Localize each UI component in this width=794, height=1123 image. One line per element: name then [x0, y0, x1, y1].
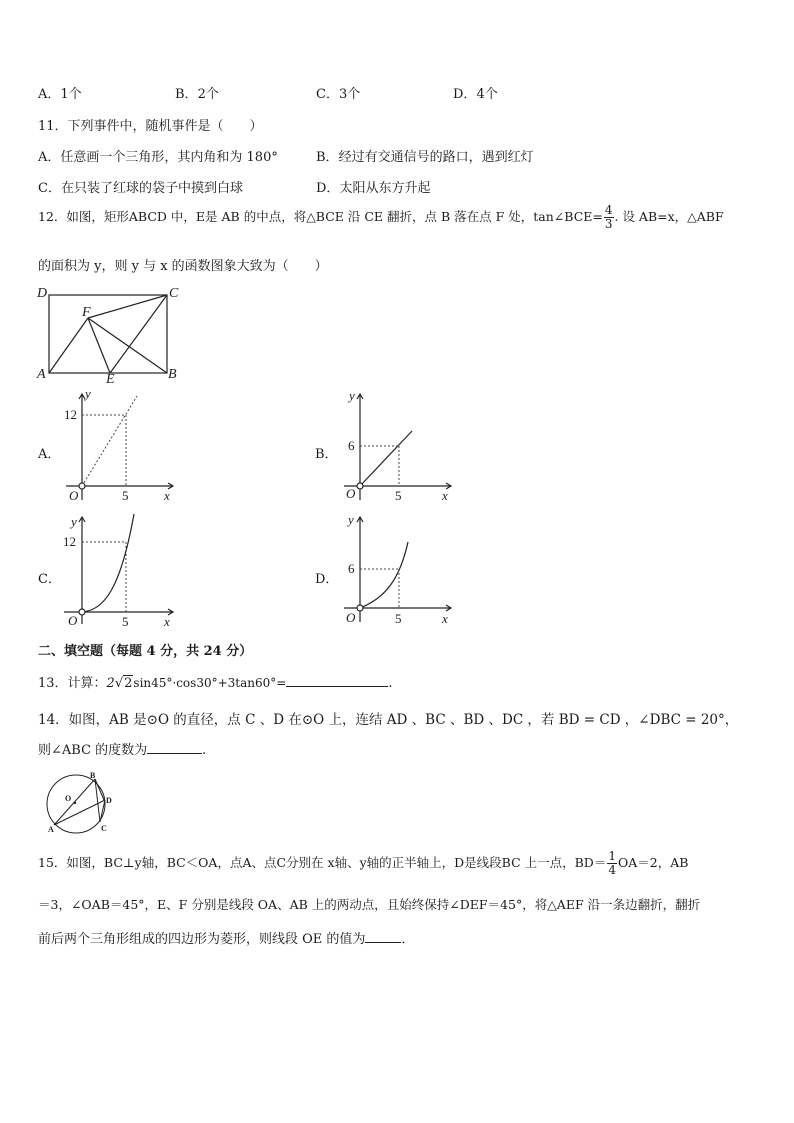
q10-option-a: A．1个 — [38, 87, 82, 102]
x-axis-label: x — [442, 488, 448, 503]
x-tick-label: 5 — [395, 488, 402, 503]
q12-label-f: F — [82, 305, 91, 320]
q14-stem-line1: 14．如图，AB 是⊙O 的直径，点 C 、D 在⊙O 上，连结 AD 、BC 、BD 、DC ，若 BD = CD ，∠DBC = 20°， — [38, 712, 739, 728]
q11-option-a: A．任意画一个三角形，其内角和为 180° — [38, 150, 278, 165]
q14-stem-line2: 则∠ABC 的度数为 . — [38, 743, 207, 758]
q12-graph-a-label: A． — [38, 447, 61, 462]
q14-answer-blank[interactable] — [147, 753, 202, 754]
q12-graph-d-label: D． — [315, 572, 339, 587]
q15-answer-blank[interactable] — [365, 942, 401, 943]
q12-fraction: $\frac{4}{3}$ — [604, 203, 613, 231]
q11-stem: 11．下列事件中，随机事件是（ ） — [38, 119, 263, 134]
q13-stem: 13．计算：2√2sin45°·cos30°+3tan60°= . — [38, 676, 393, 691]
q12-graph-b — [336, 388, 456, 503]
sqrt-sign-icon: √ — [114, 676, 124, 691]
y-axis-label: y — [85, 386, 91, 401]
q15-stem-line2: ＝3，∠OAB＝45°，E、F 分别是线段 OA、AB 上的两动点，且始终保持∠DEF＝45°，将△AEF 沿一条边翻折，翻折 — [38, 897, 701, 912]
q11-option-b: B．经过有交通信号的路口，遇到红灯 — [316, 150, 534, 165]
q12-graph-d — [336, 512, 456, 627]
q14-circle-figure — [38, 770, 118, 835]
x-axis-label: x — [442, 611, 448, 626]
y-axis-label: y — [348, 512, 354, 527]
q11-option-c: C．在只装了红球的袋子中摸到白球 — [38, 181, 243, 196]
origin-label: O — [68, 613, 78, 628]
q14-label-b: B — [90, 771, 96, 780]
q10-option-d: D．4个 — [453, 87, 498, 102]
q12-rectangle-figure — [30, 280, 190, 385]
q12-label-c: C — [169, 286, 179, 301]
section-title-fill-in: 二、填空题（每题 4 分，共 24 分） — [38, 644, 253, 659]
q12-graph-c-label: C． — [38, 572, 61, 587]
q12-label-d: D — [37, 286, 48, 301]
y-tick-label: 12 — [63, 534, 76, 549]
x-axis-label: x — [164, 488, 170, 503]
x-tick-label: 5 — [122, 614, 129, 629]
q11-option-d: D．太阳从东方升起 — [316, 181, 431, 196]
q14-label-a: A — [48, 825, 54, 834]
q12-graph-b-label: B． — [315, 447, 338, 462]
y-tick-label: 12 — [64, 407, 77, 422]
y-tick-label: 6 — [348, 438, 355, 453]
q12-label-b: B — [168, 367, 177, 382]
q12-stem-line2: 的面积为 y，则 y 与 x 的函数图象大致为（ ） — [38, 259, 328, 274]
y-axis-label: y — [349, 388, 355, 403]
q12-graph-a — [58, 388, 178, 503]
x-axis-label: x — [164, 614, 170, 629]
q12-stem: 12．如图，矩形ABCD 中，E是 AB 的中点，将△BCE 沿 CE 翻折，点 B 落在点 F 处，tan∠BCE= $\frac{4}{3}$ . 设 AB=x，△ABF — [38, 203, 724, 231]
q15-stem-line3: 前后两个三角形组成的四边形为菱形，则线段 OE 的值为 ． — [38, 932, 415, 947]
q12-label-a: A — [37, 367, 46, 382]
q14-label-c: C — [101, 824, 107, 833]
origin-label: O — [69, 488, 79, 503]
q13-answer-blank[interactable] — [286, 686, 388, 687]
y-axis-label: y — [71, 514, 77, 529]
q12-graph-c — [58, 512, 178, 627]
q10-option-b: B．2个 — [175, 87, 219, 102]
y-tick-label: 6 — [348, 561, 355, 576]
q10-option-c: C．3个 — [316, 87, 361, 102]
q15-stem-line1: 15．如图，BC⊥y轴，BC＜OA，点A、点C分别在 x轴、y轴的正半轴上，D是线段BC 上一点，BD＝ $\frac{1}{4}$ OA＝2，AB — [38, 849, 689, 877]
x-tick-label: 5 — [395, 611, 402, 626]
x-tick-label: 5 — [122, 488, 129, 503]
q15-fraction: $\frac{1}{4}$ — [608, 849, 616, 877]
q14-label-o: O — [65, 794, 72, 803]
origin-label: O — [346, 486, 356, 501]
origin-label: O — [346, 610, 356, 625]
q14-label-d: D — [106, 796, 112, 805]
q12-label-e: E — [106, 372, 115, 387]
